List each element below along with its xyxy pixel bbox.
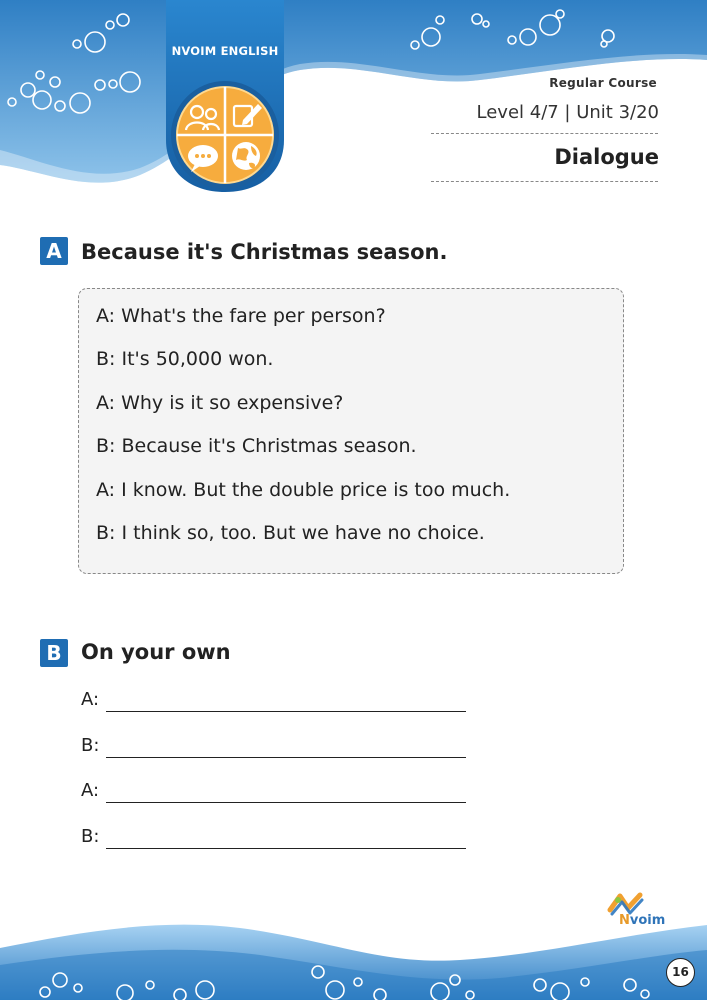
speaker-label: B:	[81, 735, 100, 756]
dialogue-line: A: Why is it so expensive?	[96, 392, 344, 414]
answer-blank[interactable]	[106, 711, 466, 712]
section-b-badge: B	[40, 639, 68, 667]
answer-line[interactable]	[81, 688, 466, 712]
answer-blank[interactable]	[106, 757, 466, 758]
answer-line[interactable]	[81, 779, 466, 803]
logo-accent: N	[619, 913, 630, 928]
answer-line[interactable]	[81, 825, 466, 849]
answer-blank[interactable]	[106, 802, 466, 803]
level-unit: Level 4/7 | Unit 3/20	[476, 102, 659, 123]
nvoim-logo-mark	[610, 895, 642, 914]
section-a-title: Because it's Christmas season.	[81, 240, 448, 264]
speaker-label: A:	[81, 780, 100, 801]
dialogue-line: A: I know. But the double price is too much.	[96, 479, 511, 501]
brand-name: NVOIM ENGLISH	[171, 44, 279, 58]
page-title: Dialogue	[554, 145, 659, 169]
answer-line[interactable]	[81, 734, 466, 758]
nvoim-logo	[619, 913, 665, 928]
logo-rest: voim	[629, 913, 666, 928]
section-a-badge: A	[40, 237, 68, 265]
page-number: 16	[666, 958, 695, 987]
answer-blank[interactable]	[106, 848, 466, 849]
globe-icon	[232, 142, 260, 170]
divider	[431, 181, 658, 182]
speaker-label: B:	[81, 826, 100, 847]
section-b-title: On your own	[81, 640, 231, 664]
dialogue-line: B: It's 50,000 won.	[96, 348, 274, 370]
dialogue-line: B: I think so, too. But we have no choice.	[96, 522, 485, 544]
dialogue-line: A: What's the fare per person?	[96, 305, 386, 327]
dialogue-line: B: Because it's Christmas season.	[96, 435, 417, 457]
speaker-label: A:	[81, 689, 100, 710]
course-label: Regular Course	[549, 76, 657, 90]
divider	[431, 133, 658, 134]
